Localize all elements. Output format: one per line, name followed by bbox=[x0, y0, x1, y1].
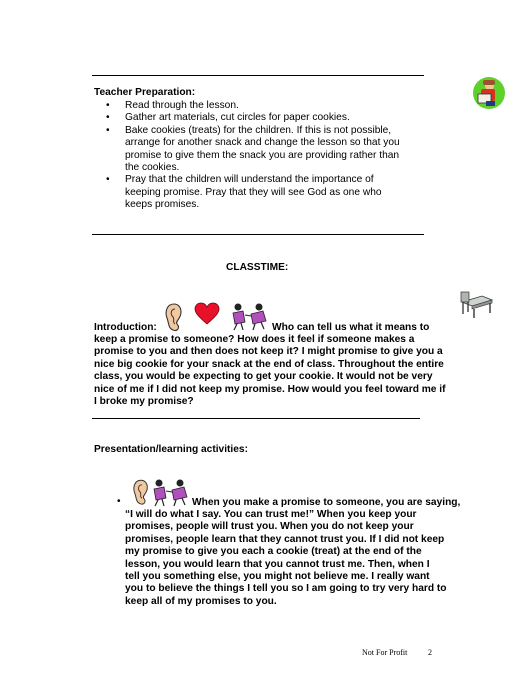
introduction-first-line: Who can tell us what it means to bbox=[272, 322, 430, 333]
list-item: • Pray that the children will understand the importance of keeping promise. Pray that they will see God as one who keeps promises. bbox=[106, 174, 406, 211]
classroom-desk-icon bbox=[458, 290, 494, 320]
prep-bottom-rule bbox=[92, 234, 424, 235]
list-item: • Gather art materials, cut circles for paper cookies. bbox=[106, 112, 406, 124]
heart-icon bbox=[193, 302, 221, 326]
footer-text: Not For Profit bbox=[362, 648, 408, 657]
page-number: 2 bbox=[428, 648, 432, 657]
teacher-prep-list bbox=[106, 100, 406, 212]
children-icon bbox=[229, 302, 269, 332]
classtime-heading: CLASSTIME: bbox=[226, 262, 289, 273]
children-icon bbox=[150, 478, 190, 508]
ear-icon bbox=[132, 478, 150, 506]
ear-icon bbox=[164, 302, 184, 332]
introduction-body: keep a promise to someone? How does it feel if someone makes a promise to you and then does not keep it? I might promise to give you a nice big cookie for your snack at the end of class. Throughout the entire class, you would be expecting to get your cookie. It would not be very nice of me if I did not keep my promise. How would you feel toward me if I broke my promise? bbox=[94, 334, 446, 408]
teacher-prep-heading: Teacher Preparation: bbox=[94, 87, 196, 98]
top-rule bbox=[92, 75, 424, 76]
presentation-bullet: • bbox=[117, 496, 121, 507]
introduction-label: Introduction: bbox=[94, 322, 157, 333]
presentation-body: “I will do what I say. You can trust me!” When you keep your promises, people will trust you. When you do not keep your promises, people learn that they cannot trust you. If I did not keep my promise to give you each a cookie (treat) at the end of the lesson, you would learn that you cannot trust me. Then, when I tell you something else, you might not believe me. I really want you to believe the things I tell you so I am going to try very hard to keep all of my promises to you. bbox=[125, 509, 447, 607]
presentation-heading: Presentation/learning activities: bbox=[94, 444, 248, 455]
presentation-first-line: When you make a promise to someone, you are saying, bbox=[192, 497, 461, 508]
intro-bottom-rule bbox=[92, 418, 420, 419]
list-item: • Read through the lesson. bbox=[106, 100, 406, 112]
list-item: • Bake cookies (treats) for the children. If this is not possible, arrange for another snack and change the lesson so that you promise to give them the snack you are providing rather than the cookies. bbox=[106, 125, 406, 175]
reader-icon bbox=[472, 76, 506, 110]
